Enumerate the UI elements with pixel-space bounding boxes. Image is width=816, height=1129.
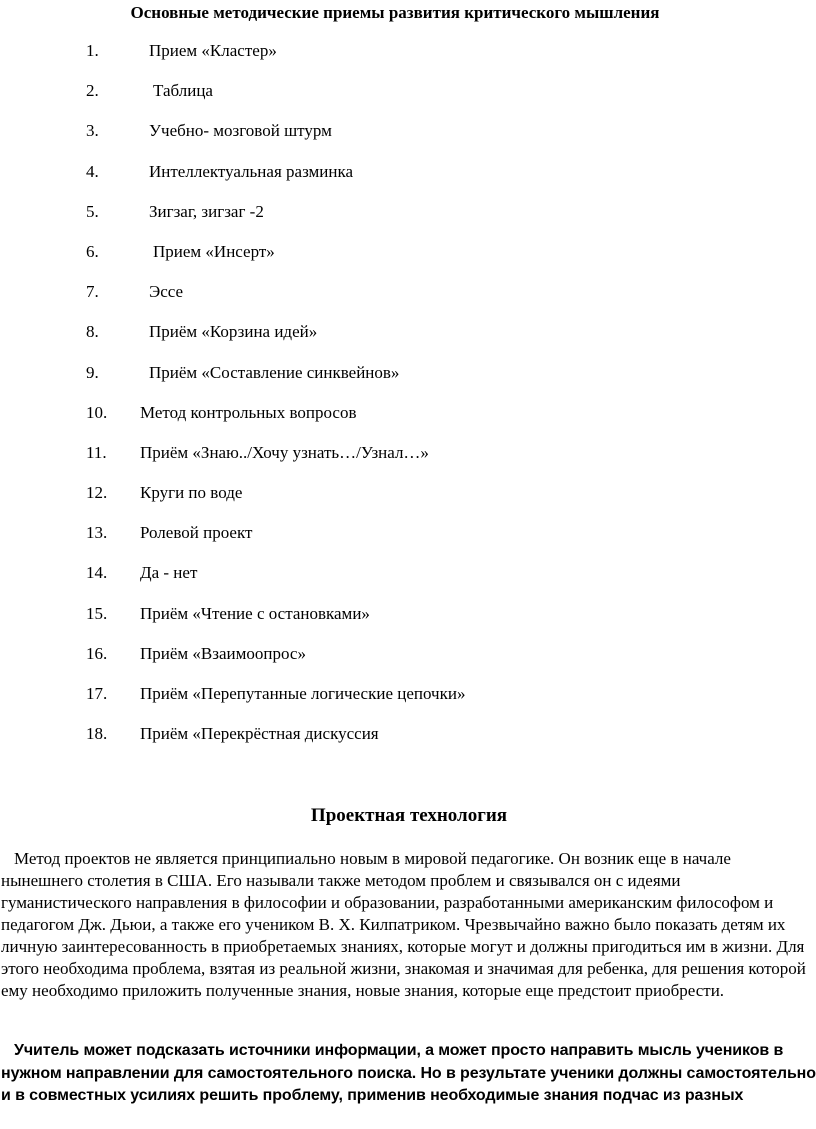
list-item-number: 3. xyxy=(86,121,99,141)
list-item-number: 17. xyxy=(86,684,108,703)
list-item xyxy=(0,482,816,522)
list-item-text: Приём «Составление синквейнов» xyxy=(149,362,400,382)
section-heading: Проектная технология xyxy=(310,805,508,826)
list-item-number: 5. xyxy=(86,201,99,221)
list-item xyxy=(0,562,816,602)
list-item-number: 14. xyxy=(86,563,108,583)
list-item xyxy=(0,603,816,643)
list-item-number: 18. xyxy=(86,724,108,744)
list-item xyxy=(0,241,816,281)
list-item xyxy=(0,201,816,241)
list-item-text: Приём «Перекрёстная дискуссия xyxy=(140,724,379,744)
list-item-text: Прием «Кластер» xyxy=(149,41,277,60)
list-item xyxy=(0,723,816,763)
list-item-number: 9. xyxy=(86,362,99,382)
list-item-text: Приём «Чтение с остановками» xyxy=(140,603,370,623)
list-item-number: 4. xyxy=(86,161,99,181)
list-item-number: 8. xyxy=(86,322,99,342)
list-item-text: Приём «Знаю../Хочу узнать…/Узнал…» xyxy=(140,442,429,462)
paragraph-project-method: Метод проектов не является принципиально новым в мировой педагогике. Он возник еще в начале нынешнего столетия в США. Его называли также методом проблем и связывался он с идеями гуманистического направления в философии и образовании, разработанными американским философом и педагогом Дж. Дьюи, а также его учеником В. Х. Килпатриком. Чрезвычайно важно было показать детям их личную заинтересованность в приобретаемых знаниях, которые могут и должны пригодиться им в жизни. Для этого необходима проблема, взятая из реальной жизни, знакомая и значимая для ребенка, для решения которой ему необходимо приложить полученные знания, новые знания, которые еще предстоит приобрести. xyxy=(1,849,806,1000)
list-item-text: Метод контрольных вопросов xyxy=(140,402,357,422)
list-item xyxy=(0,362,816,402)
list-item xyxy=(0,161,816,201)
list-item-text: Приём «Корзина идей» xyxy=(149,322,318,342)
list-item xyxy=(0,442,816,482)
list-item-text: Приём «Перепутанные логические цепочки» xyxy=(140,684,466,703)
list-item-text: Эссе xyxy=(149,282,184,302)
list-item-text: Таблица xyxy=(153,81,213,101)
list-item-number: 10. xyxy=(86,402,108,422)
list-item-text: Учебно- мозговой штурм xyxy=(149,121,332,141)
list-item xyxy=(0,683,816,723)
list-item-text: Ролевой проект xyxy=(140,523,253,543)
list-item-text: Приём «Взаимоопрос» xyxy=(140,643,306,663)
list-item-number: 13. xyxy=(86,523,108,543)
list-item-number: 6. xyxy=(86,241,99,261)
list-item xyxy=(0,522,816,562)
list-item-text: Интеллектуальная разминка xyxy=(149,161,354,181)
list-item-number: 1. xyxy=(86,41,99,60)
list-item xyxy=(0,643,816,683)
list-item-text: Зигзаг, зигзаг -2 xyxy=(149,201,264,221)
list-item-number: 2. xyxy=(86,81,99,101)
list-item xyxy=(0,321,816,361)
list-item xyxy=(0,120,816,160)
list-item xyxy=(0,80,816,120)
methods-list xyxy=(0,40,816,763)
paragraph-teacher-role: Учитель может подсказать источники информации, а может просто направить мысль учеников в нужном направлении для самостоятельного поиска. Но в результате ученики должны самостоятельно и в совместных усилиях решить проблему, применив необходимые знания подчас из разных xyxy=(1,1042,816,1104)
list-item-text: Прием «Инсерт» xyxy=(153,241,275,261)
list-item-text: Да - нет xyxy=(140,563,198,583)
list-item-number: 7. xyxy=(86,282,99,302)
list-item xyxy=(0,40,816,80)
list-item-text: Круги по воде xyxy=(140,483,243,503)
list-item xyxy=(0,281,816,321)
document-title: Основные методические приемы развития критического мышления xyxy=(130,3,660,22)
list-item-number: 11. xyxy=(86,442,107,462)
list-item-number: 15. xyxy=(86,603,108,623)
list-item-number: 16. xyxy=(86,643,108,663)
list-item xyxy=(0,402,816,442)
list-item-number: 12. xyxy=(86,483,108,503)
